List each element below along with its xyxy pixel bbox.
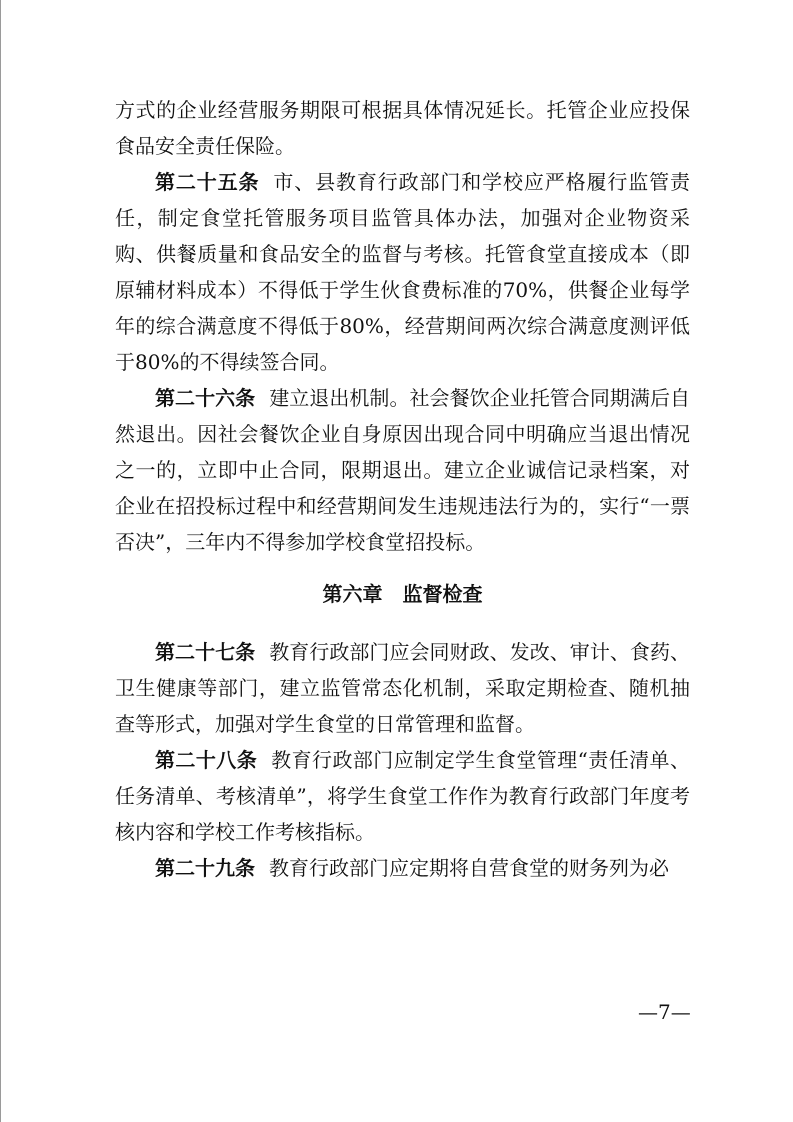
article-label: 第二十七条 xyxy=(155,640,256,664)
article-text: 教育行政部门应制定学生食堂管理“责任清单、任务清单、考核清单”，将学生食堂工作作为教育行政部门年度考核内容和学校工作考核指标。 xyxy=(115,748,690,844)
article-29 xyxy=(115,850,690,886)
article-label: 第二十九条 xyxy=(155,856,255,880)
article-26 xyxy=(115,380,690,560)
article-text: 教育行政部门应定期将自营食堂的财务列为必 xyxy=(269,856,669,880)
article-label: 第二十五条 xyxy=(155,170,260,194)
article-27 xyxy=(115,634,690,742)
article-text: 教育行政部门应会同财政、发改、审计、食药、卫生健康等部门，建立监管常态化机制，采取定期检查、随机抽查等形式，加强对学生食堂的日常管理和监督。 xyxy=(115,640,691,736)
chapter-heading xyxy=(115,576,690,612)
page-number: —7— xyxy=(638,1000,691,1024)
article-label: 第二十八条 xyxy=(155,748,258,772)
page-left-border xyxy=(0,0,1,1122)
document-body xyxy=(115,92,690,886)
intro-paragraph: 方式的企业经营服务期限可根据具体情况延长。托管企业应投保食品安全责任保险。 xyxy=(115,98,690,158)
article-text: 建立退出机制。社会餐饮企业托管合同期满后自然退出。因社会餐饮企业自身原因出现合同中明确应当退出情况之一的，立即中止合同，限期退出。建立企业诚信记录档案，对企业在招投标过程中和经营期间发生违规违法行为的，实行“一票否决”，三年内不得参加学校食堂招投标。 xyxy=(115,386,691,554)
chapter-number: 第六章 xyxy=(322,582,383,606)
chapter-title: 监督检查 xyxy=(402,582,483,606)
article-label: 第二十六条 xyxy=(155,386,256,410)
article-25 xyxy=(115,164,690,380)
article-text: 市、县教育行政部门和学校应严格履行监管责任，制定食堂托管服务项目监管具体办法，加强对企业物资采购、供餐质量和食品安全的监督与考核。托管食堂直接成本（即原辅材料成本）不得低于学生伙食费标准的70%，供餐企业每学年的综合满意度不得低于80%，经营期间两次综合满意度测评低于80%的不得续签合同。 xyxy=(115,170,690,374)
article-28 xyxy=(115,742,690,850)
